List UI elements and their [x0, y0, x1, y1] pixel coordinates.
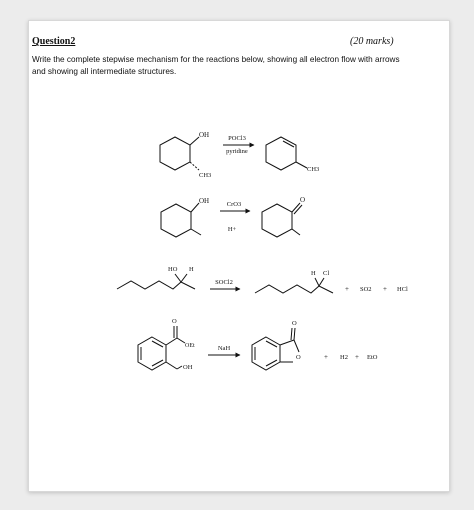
reaction-3: [117, 266, 408, 293]
product-4-phthalide: [252, 320, 301, 370]
reaction-3-plus-1: +: [345, 285, 349, 293]
reactant-3-alcohol-chain: [117, 266, 195, 289]
question-title: Question2: [32, 36, 76, 47]
product-2-label-o: O: [300, 196, 306, 204]
reactant-1-cyclohexanol: [160, 131, 211, 179]
reactant-2-methylcyclohexanol: [161, 197, 209, 237]
reaction-3-byproduct-so2: SO2: [360, 286, 372, 293]
reactant-4-label-o: O: [172, 318, 177, 325]
reaction-4-plus-1: +: [324, 353, 328, 361]
product-4-label-ring-o: O: [296, 354, 301, 361]
reactant-3-label-h: H: [189, 266, 194, 273]
reaction-2: [161, 196, 305, 237]
reactant-4-label-oet: OEt: [185, 343, 195, 349]
reaction-1-reagent-pyridine: pyridine: [226, 148, 248, 155]
product-2-methylcyclohexanone: [262, 196, 305, 237]
reaction-2-reagent-cro3: CrO3: [226, 201, 242, 208]
reactant-1-label-ch3: CH3: [199, 172, 212, 179]
reaction-4-byproduct-h2: H2: [340, 354, 348, 361]
reaction-1-reagent-pocl3: POCl3: [228, 135, 246, 142]
reactant-4-label-oh: OH: [183, 364, 193, 371]
reaction-2-reagent-h-plus: H+: [227, 226, 237, 233]
question-instruction: Write the complete stepwise mechanism for the reactions below, showing all electron flow with arrows and showing all intermediate structures.: [32, 55, 400, 76]
question-marks: (20 marks): [350, 36, 394, 47]
product-1-label-ch3: CH3: [307, 166, 320, 173]
product-3-label-cl: Cl: [323, 270, 330, 277]
reaction-3-plus-2: +: [383, 285, 387, 293]
reactant-3-label-ho: HO: [168, 266, 178, 273]
reaction-3-byproduct-hcl: HCl: [397, 286, 408, 293]
reactant-4-hydroxymethyl-benzoate: [138, 318, 195, 371]
product-4-label-carbonyl-o: O: [292, 320, 297, 327]
product-3-chloride-chain: [255, 270, 333, 293]
reactant-1-label-oh: OH: [199, 131, 210, 139]
reaction-1: [160, 131, 319, 179]
product-3-label-h: H: [311, 270, 316, 277]
reaction-4: [138, 318, 378, 371]
reaction-4-reagent-nah: NaH: [217, 345, 231, 352]
reaction-3-reagent-socl2: SOCl2: [215, 279, 233, 286]
reaction-4-plus-2: +: [355, 353, 359, 361]
reaction-4-byproduct-eto: EtO: [367, 354, 378, 361]
reactant-2-label-oh: OH: [199, 197, 210, 205]
product-1-methylcyclohexene: [266, 137, 319, 173]
